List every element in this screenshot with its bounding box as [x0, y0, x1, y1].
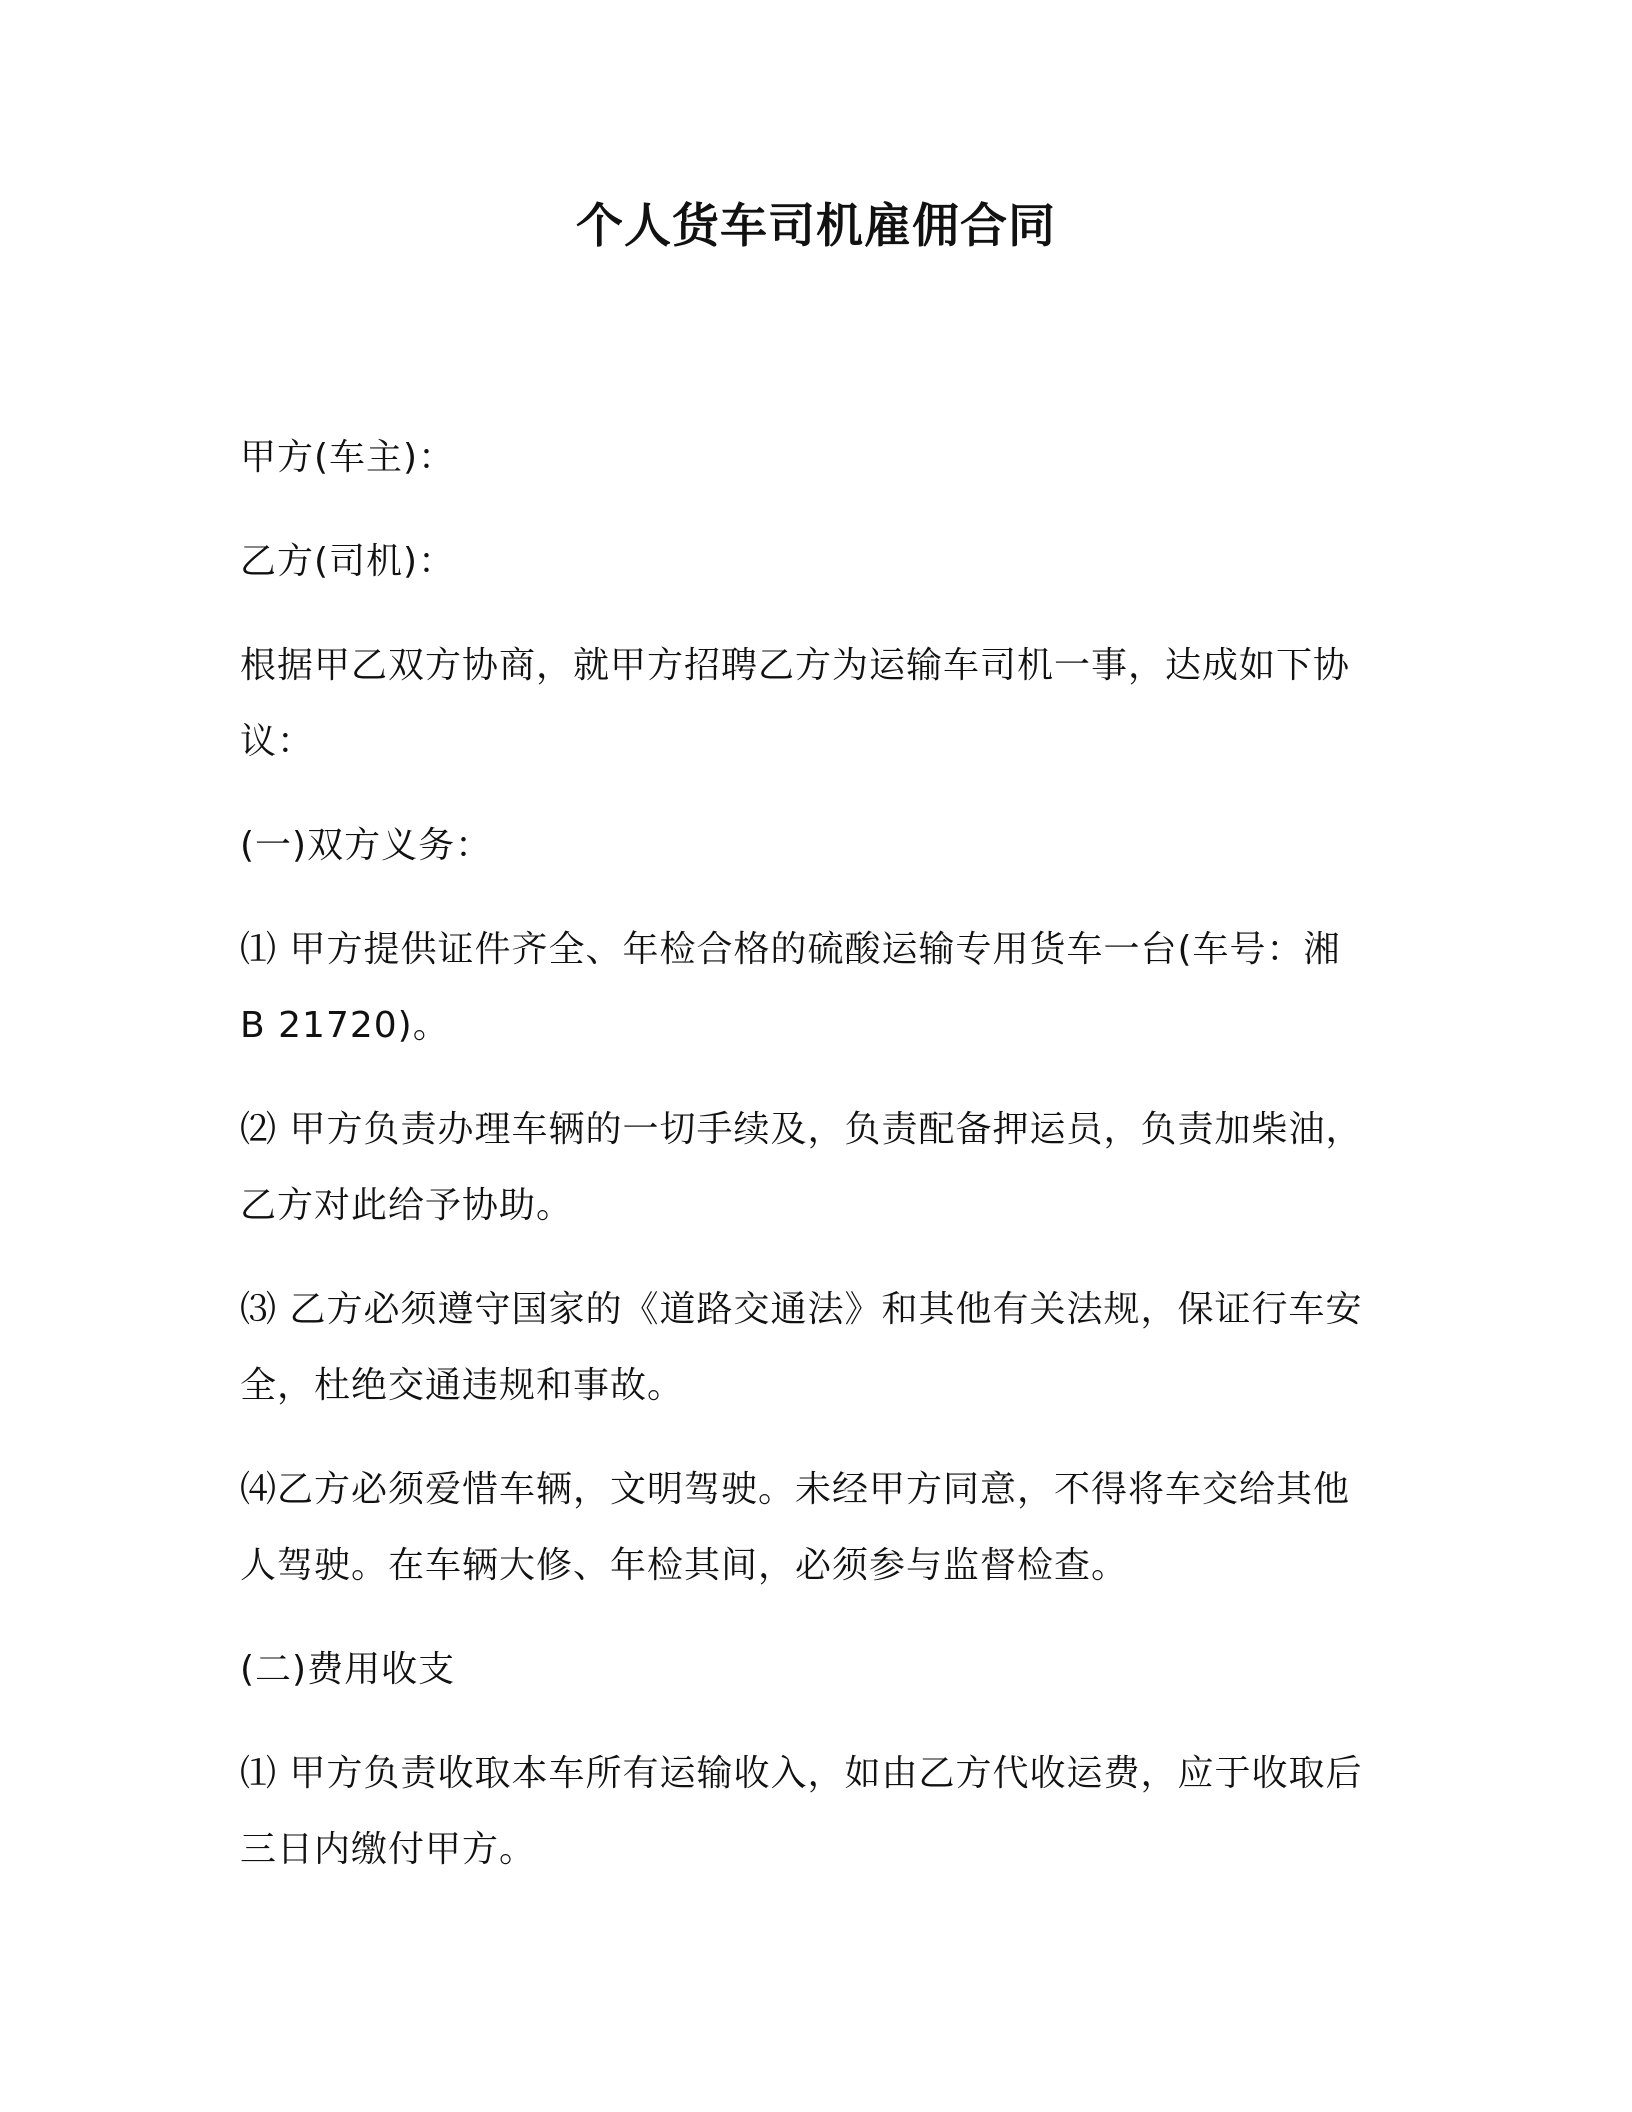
party-a-line: 甲方(车主)： [240, 437, 456, 478]
clause-1-4: ⑷乙方必须爱惜车辆，文明驾驶。未经甲方同意，不得将车交给其他人驾驶。在车辆大修、年检其间，必须参与监督检查。 [240, 1469, 1351, 1586]
document-title: 个人货车司机雇佣合同 [576, 199, 1056, 254]
document-body [240, 420, 1370, 1888]
party-b-line: 乙方(司机)： [240, 541, 456, 582]
section-heading-expenses: (二)费用收支 [240, 1649, 456, 1690]
clause-1-3: ⑶ 乙方必须遵守国家的《道路交通法》和其他有关法规，保证行车安全，杜绝交通违规和事故。 [240, 1289, 1363, 1406]
intro-paragraph: 根据甲乙双方协商，就甲方招聘乙方为运输车司机一事，达成如下协议： [240, 645, 1351, 762]
clause-2-1: ⑴ 甲方负责收取本车所有运输收入，如由乙方代收运费，应于收取后三日内缴付甲方。 [240, 1753, 1363, 1870]
section-heading-obligations: (一)双方义务： [240, 825, 493, 866]
clause-1-2: ⑵ 甲方负责办理车辆的一切手续及，负责配备押运员，负责加柴油，乙方对此给予协助。 [240, 1109, 1363, 1226]
clause-1-1: ⑴ 甲方提供证件齐全、年检合格的硫酸运输专用货车一台(车号：湘 B 21720)。 [240, 929, 1341, 1046]
